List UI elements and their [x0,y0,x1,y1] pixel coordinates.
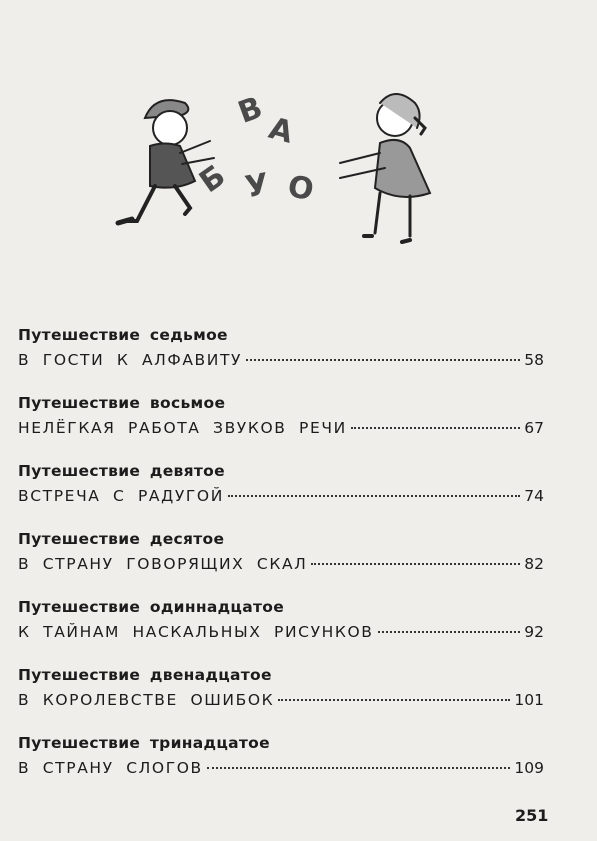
entry-title: В ГОСТИ К АЛФАВИТУ [18,351,243,369]
toc-entry [18,393,544,461]
dot-leader [311,563,520,565]
dot-leader [207,767,511,769]
entry-page-number: 58 [524,351,544,369]
entry-line [18,621,544,643]
dot-leader [228,495,520,497]
toc-entry [18,597,544,665]
letter-a: А [265,110,297,151]
entry-title: В КОРОЛЕВСТВЕ ОШИБОК [18,691,275,709]
entry-title: НЕЛЁГКАЯ РАБОТА ЗВУКОВ РЕЧИ [18,419,347,437]
toc-entry [18,529,544,597]
children-with-letters-illustration [110,78,460,268]
entry-title: К ТАЙНАМ НАСКАЛЬНЫХ РИСУНКОВ [18,623,374,641]
entry-line [18,349,544,371]
entry-line [18,757,544,779]
entry-label: Путешествие десятое [18,530,225,548]
dot-leader [246,359,520,361]
entry-label: Путешествие двенадцатое [18,666,272,684]
entry-page-number: 101 [514,691,544,709]
entry-page-number: 74 [524,487,544,505]
entry-title: В СТРАНУ СЛОГОВ [18,759,203,777]
entry-line [18,553,544,575]
entry-label: Путешествие одиннадцатое [18,598,285,616]
girl-figure [340,94,430,242]
entry-label: Путешествие девятое [18,462,225,480]
letter-u: У [242,166,272,206]
entry-line [18,417,544,439]
entry-line [18,485,544,507]
entry-label: Путешествие седьмое [18,326,228,344]
entry-page-number: 82 [524,555,544,573]
entry-title: ВСТРЕЧА С РАДУГОЙ [18,487,224,505]
dot-leader [351,427,520,429]
entry-label: Путешествие тринадцатое [18,734,270,752]
entry-line [18,689,544,711]
entry-page-number: 109 [514,759,544,777]
letter-v: В [233,90,268,131]
letter-b: Б [193,158,233,201]
toc-entry [18,325,544,393]
entry-page-number: 67 [524,419,544,437]
dot-leader [278,699,510,701]
dot-leader [378,631,521,633]
entry-label: Путешествие восьмое [18,394,226,412]
entry-title: В СТРАНУ ГОВОРЯЩИХ СКАЛ [18,555,308,573]
toc-entry [18,733,544,801]
toc-entry [18,461,544,529]
entry-page-number: 92 [524,623,544,641]
letter-o: О [285,169,317,209]
table-of-contents [18,325,544,801]
page-number: 251 [515,806,549,825]
toc-entry [18,665,544,733]
boy-figure [118,100,214,223]
